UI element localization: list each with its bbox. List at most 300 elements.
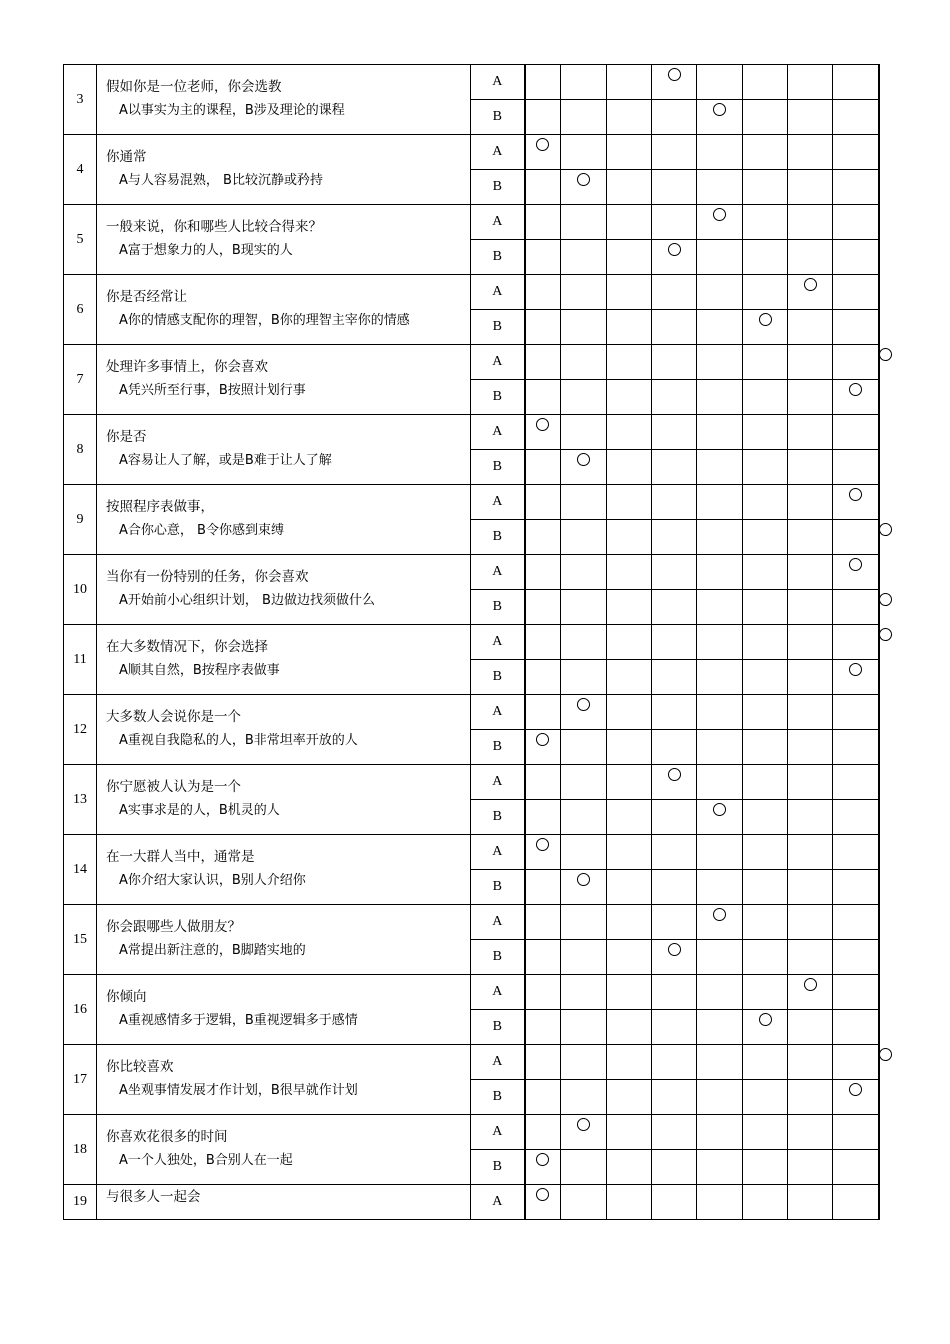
option-a-cell-8[interactable] [833,205,879,240]
option-a-cell-2[interactable] [561,135,607,170]
option-b-cell-8[interactable] [833,940,879,975]
option-b-cell-5[interactable] [697,520,743,555]
option-a-cell-5[interactable] [697,975,743,1010]
option-b-cell-6[interactable] [743,730,788,765]
option-a-cell-8[interactable] [833,695,879,730]
option-a-cell-6[interactable] [743,905,788,940]
option-a-cell-5[interactable] [697,65,743,100]
option-a-cell-7[interactable] [788,1185,833,1220]
option-b-cell-7[interactable] [788,310,833,345]
option-a-cell-1[interactable] [525,345,561,380]
option-b-cell-2[interactable] [561,590,607,625]
option-b-cell-1[interactable] [525,380,561,415]
option-a-cell-6[interactable] [743,975,788,1010]
option-a-cell-4[interactable] [652,1045,697,1080]
circle-mark-icon [849,1083,862,1096]
option-a-cell-5[interactable] [697,415,743,450]
option-b-cell-1[interactable] [525,940,561,975]
option-a-cell-3[interactable] [607,835,652,870]
option-a-cell-6[interactable] [743,1115,788,1150]
option-a-cell-2[interactable] [561,205,607,240]
option-a-cell-2[interactable] [561,765,607,800]
option-b-cell-5[interactable] [697,380,743,415]
circle-mark-icon [879,593,892,606]
option-b-cell-6[interactable] [743,100,788,135]
option-a-cell-2[interactable] [561,1115,607,1150]
option-a-cell-7[interactable] [788,835,833,870]
option-a-cell-4[interactable] [652,135,697,170]
option-b-cell-1[interactable] [525,800,561,835]
option-a-cell-4[interactable] [652,485,697,520]
option-a-cell-8[interactable] [833,975,879,1010]
option-b-cell-7[interactable] [788,590,833,625]
option-a-cell-2[interactable] [561,975,607,1010]
option-a-cell-5[interactable] [697,625,743,660]
option-b-cell-7[interactable] [788,660,833,695]
option-b-cell-4[interactable] [652,660,697,695]
option-b-cell-8[interactable] [833,310,879,345]
option-b-cell-3[interactable] [607,240,652,275]
option-a-cell-6[interactable] [743,625,788,660]
option-b-cell-1[interactable] [525,590,561,625]
option-a-cell-8[interactable] [833,1185,879,1220]
option-a-cell-7[interactable] [788,345,833,380]
option-a-label: A [471,1115,525,1150]
option-a-cell-6[interactable] [743,275,788,310]
option-b-cell-5[interactable] [697,170,743,205]
option-a-cell-6[interactable] [743,1045,788,1080]
option-b-cell-2[interactable] [561,450,607,485]
option-b-cell-3[interactable] [607,520,652,555]
option-b-cell-1[interactable] [525,730,561,765]
option-b-cell-3[interactable] [607,1150,652,1185]
option-b-cell-2[interactable] [561,100,607,135]
option-b-cell-1[interactable] [525,870,561,905]
option-b-cell-7[interactable] [788,240,833,275]
option-b-cell-3[interactable] [607,170,652,205]
option-a-cell-2[interactable] [561,1185,607,1220]
option-a-cell-8[interactable] [833,1045,879,1080]
option-a-cell-1[interactable] [525,835,561,870]
option-a-cell-1[interactable] [525,275,561,310]
option-a-label: A [471,765,525,800]
option-a-cell-4[interactable] [652,415,697,450]
option-a-cell-3[interactable] [607,205,652,240]
option-a-cell-5[interactable] [697,555,743,590]
option-b-cell-6[interactable] [743,1080,788,1115]
option-a-cell-3[interactable] [607,1185,652,1220]
question-cell [97,275,471,345]
option-a-cell-5[interactable] [697,275,743,310]
option-b-cell-4[interactable] [652,940,697,975]
option-a-cell-3[interactable] [607,975,652,1010]
option-a-cell-3[interactable] [607,765,652,800]
option-b-cell-7[interactable] [788,170,833,205]
circle-mark-icon [849,488,862,501]
question-cell [97,1185,471,1220]
option-b-cell-3[interactable] [607,660,652,695]
option-a-cell-2[interactable] [561,345,607,380]
option-b-cell-5[interactable] [697,940,743,975]
option-a-cell-1[interactable] [525,205,561,240]
option-a-cell-1[interactable] [525,1115,561,1150]
option-a-cell-8[interactable] [833,65,879,100]
option-b-cell-6[interactable] [743,240,788,275]
option-b-cell-3[interactable] [607,310,652,345]
option-b-cell-2[interactable] [561,240,607,275]
option-a-cell-7[interactable] [788,1115,833,1150]
questionnaire-table [63,64,880,1220]
option-b-cell-7[interactable] [788,870,833,905]
option-a-cell-6[interactable] [743,65,788,100]
option-b-cell-7[interactable] [788,100,833,135]
option-a-cell-4[interactable] [652,625,697,660]
option-a-cell-2[interactable] [561,65,607,100]
option-b-cell-5[interactable] [697,240,743,275]
option-a-cell-8[interactable] [833,485,879,520]
option-a-cell-7[interactable] [788,695,833,730]
option-b-cell-2[interactable] [561,380,607,415]
option-a-cell-5[interactable] [697,1115,743,1150]
option-a-cell-7[interactable] [788,415,833,450]
option-a-cell-1[interactable] [525,1185,561,1220]
option-b-cell-4[interactable] [652,100,697,135]
option-a-cell-1[interactable] [525,415,561,450]
option-a-cell-8[interactable] [833,905,879,940]
option-b-cell-1[interactable] [525,310,561,345]
option-a-cell-1[interactable] [525,485,561,520]
option-a-cell-1[interactable] [525,695,561,730]
option-b-cell-8[interactable] [833,1080,879,1115]
option-a-label: A [471,835,525,870]
option-b-cell-2[interactable] [561,310,607,345]
option-a-cell-7[interactable] [788,555,833,590]
option-b-cell-4[interactable] [652,520,697,555]
option-a-cell-5[interactable] [697,1185,743,1220]
questionnaire-body [64,65,879,1220]
option-a-cell-3[interactable] [607,695,652,730]
option-b-cell-8[interactable] [833,730,879,765]
circle-mark-icon [879,1048,892,1061]
option-a-cell-2[interactable] [561,905,607,940]
option-a-cell-4[interactable] [652,345,697,380]
option-a-cell-2[interactable] [561,555,607,590]
option-a-cell-3[interactable] [607,1045,652,1080]
option-b-cell-8[interactable] [833,520,879,555]
option-a-cell-1[interactable] [525,905,561,940]
option-a-cell-4[interactable] [652,975,697,1010]
option-b-cell-2[interactable] [561,870,607,905]
option-b-cell-1[interactable] [525,1010,561,1045]
option-b-cell-5[interactable] [697,450,743,485]
option-a-cell-1[interactable] [525,65,561,100]
option-a-cell-3[interactable] [607,415,652,450]
option-b-cell-6[interactable] [743,1150,788,1185]
option-a-cell-3[interactable] [607,135,652,170]
option-b-cell-4[interactable] [652,310,697,345]
option-a-cell-2[interactable] [561,1045,607,1080]
option-b-cell-3[interactable] [607,870,652,905]
option-b-cell-3[interactable] [607,450,652,485]
question-options: A富于想象力的人，B现实的人 [119,243,293,258]
question-options: A实事求是的人，B机灵的人 [119,803,280,818]
option-b-cell-1[interactable] [525,450,561,485]
option-b-cell-5[interactable] [697,730,743,765]
option-b-cell-2[interactable] [561,170,607,205]
option-b-label: B [471,730,525,765]
option-a-cell-5[interactable] [697,205,743,240]
option-a-cell-2[interactable] [561,485,607,520]
option-b-cell-6[interactable] [743,380,788,415]
option-a-cell-4[interactable] [652,275,697,310]
option-a-cell-5[interactable] [697,485,743,520]
option-b-cell-4[interactable] [652,730,697,765]
option-b-cell-7[interactable] [788,450,833,485]
option-b-cell-7[interactable] [788,940,833,975]
option-b-cell-1[interactable] [525,1080,561,1115]
option-a-cell-7[interactable] [788,135,833,170]
option-a-cell-2[interactable] [561,695,607,730]
option-b-cell-7[interactable] [788,800,833,835]
question-options: A常提出新注意的，B脚踏实地的 [119,943,306,958]
option-b-cell-6[interactable] [743,800,788,835]
option-a-cell-6[interactable] [743,485,788,520]
option-a-cell-7[interactable] [788,65,833,100]
option-a-cell-4[interactable] [652,205,697,240]
option-b-cell-5[interactable] [697,660,743,695]
option-a-cell-6[interactable] [743,1185,788,1220]
option-b-cell-2[interactable] [561,660,607,695]
question-number: 11 [64,625,97,695]
table-row [64,1115,879,1150]
option-a-cell-7[interactable] [788,975,833,1010]
option-b-cell-2[interactable] [561,1080,607,1115]
option-b-cell-4[interactable] [652,870,697,905]
option-b-cell-7[interactable] [788,1080,833,1115]
option-a-cell-8[interactable] [833,765,879,800]
option-a-cell-3[interactable] [607,555,652,590]
option-a-cell-3[interactable] [607,905,652,940]
option-b-cell-4[interactable] [652,1150,697,1185]
option-b-cell-3[interactable] [607,380,652,415]
option-a-cell-1[interactable] [525,135,561,170]
option-b-cell-2[interactable] [561,520,607,555]
option-b-label: B [471,800,525,835]
option-b-cell-8[interactable] [833,450,879,485]
option-b-cell-4[interactable] [652,1010,697,1045]
option-a-cell-7[interactable] [788,275,833,310]
option-b-cell-5[interactable] [697,800,743,835]
option-a-cell-8[interactable] [833,835,879,870]
question-number: 9 [64,485,97,555]
option-b-cell-6[interactable] [743,870,788,905]
option-b-cell-6[interactable] [743,660,788,695]
option-a-cell-8[interactable] [833,415,879,450]
option-a-cell-4[interactable] [652,835,697,870]
option-a-cell-4[interactable] [652,555,697,590]
option-a-cell-8[interactable] [833,345,879,380]
option-b-cell-6[interactable] [743,1010,788,1045]
option-a-cell-1[interactable] [525,765,561,800]
option-a-cell-2[interactable] [561,835,607,870]
option-b-cell-4[interactable] [652,450,697,485]
option-b-cell-5[interactable] [697,1150,743,1185]
option-a-cell-6[interactable] [743,345,788,380]
option-a-cell-4[interactable] [652,905,697,940]
option-a-cell-7[interactable] [788,205,833,240]
option-a-cell-5[interactable] [697,765,743,800]
option-b-cell-8[interactable] [833,1150,879,1185]
option-a-cell-5[interactable] [697,135,743,170]
option-b-cell-2[interactable] [561,1010,607,1045]
option-b-cell-5[interactable] [697,590,743,625]
option-b-cell-2[interactable] [561,730,607,765]
option-a-cell-7[interactable] [788,765,833,800]
option-b-cell-3[interactable] [607,1010,652,1045]
option-b-cell-7[interactable] [788,520,833,555]
option-a-label: A [471,1185,525,1220]
option-b-label: B [471,310,525,345]
option-b-cell-8[interactable] [833,380,879,415]
option-b-cell-8[interactable] [833,870,879,905]
option-a-cell-8[interactable] [833,275,879,310]
option-a-cell-6[interactable] [743,765,788,800]
option-b-cell-8[interactable] [833,590,879,625]
option-b-cell-3[interactable] [607,1080,652,1115]
option-a-label: A [471,905,525,940]
option-a-cell-6[interactable] [743,695,788,730]
option-a-cell-2[interactable] [561,275,607,310]
option-b-cell-1[interactable] [525,1150,561,1185]
option-a-cell-8[interactable] [833,135,879,170]
option-a-cell-1[interactable] [525,625,561,660]
option-b-cell-7[interactable] [788,1150,833,1185]
option-b-cell-6[interactable] [743,590,788,625]
option-a-cell-3[interactable] [607,275,652,310]
option-b-cell-5[interactable] [697,1080,743,1115]
option-b-cell-3[interactable] [607,590,652,625]
option-a-cell-2[interactable] [561,625,607,660]
option-b-cell-1[interactable] [525,100,561,135]
option-b-cell-6[interactable] [743,170,788,205]
option-b-cell-2[interactable] [561,1150,607,1185]
option-a-label: A [471,695,525,730]
table-row [64,555,879,590]
option-a-cell-3[interactable] [607,485,652,520]
option-a-cell-6[interactable] [743,135,788,170]
option-b-cell-4[interactable] [652,380,697,415]
option-a-cell-5[interactable] [697,1045,743,1080]
option-b-cell-2[interactable] [561,800,607,835]
option-b-cell-2[interactable] [561,940,607,975]
option-b-cell-7[interactable] [788,380,833,415]
option-b-cell-5[interactable] [697,870,743,905]
option-a-cell-7[interactable] [788,905,833,940]
option-b-cell-1[interactable] [525,240,561,275]
option-a-cell-4[interactable] [652,695,697,730]
option-b-cell-8[interactable] [833,170,879,205]
option-b-cell-1[interactable] [525,520,561,555]
option-a-cell-6[interactable] [743,835,788,870]
question-number: 6 [64,275,97,345]
option-a-cell-6[interactable] [743,415,788,450]
option-b-cell-3[interactable] [607,100,652,135]
option-b-cell-5[interactable] [697,310,743,345]
option-b-cell-8[interactable] [833,240,879,275]
option-b-cell-8[interactable] [833,800,879,835]
option-b-cell-4[interactable] [652,590,697,625]
option-a-cell-4[interactable] [652,1115,697,1150]
table-row [64,345,879,380]
option-a-cell-5[interactable] [697,835,743,870]
option-b-cell-8[interactable] [833,1010,879,1045]
option-a-cell-7[interactable] [788,1045,833,1080]
option-b-cell-7[interactable] [788,730,833,765]
option-b-cell-6[interactable] [743,310,788,345]
option-a-cell-3[interactable] [607,1115,652,1150]
question-cell [97,765,471,835]
option-a-cell-6[interactable] [743,205,788,240]
option-a-cell-4[interactable] [652,765,697,800]
option-a-cell-1[interactable] [525,975,561,1010]
circle-mark-icon [713,208,726,221]
question-options: A重视自我隐私的人，B非常坦率开放的人 [119,733,358,748]
option-b-cell-8[interactable] [833,100,879,135]
option-a-cell-1[interactable] [525,1045,561,1080]
option-a-cell-8[interactable] [833,1115,879,1150]
option-a-cell-3[interactable] [607,65,652,100]
option-b-cell-3[interactable] [607,800,652,835]
option-a-cell-5[interactable] [697,345,743,380]
option-b-cell-7[interactable] [788,1010,833,1045]
option-b-cell-5[interactable] [697,1010,743,1045]
option-a-cell-4[interactable] [652,1185,697,1220]
option-b-cell-5[interactable] [697,100,743,135]
question-options: A你介绍大家认识，B别人介绍你 [119,873,306,888]
option-b-cell-4[interactable] [652,800,697,835]
option-b-cell-6[interactable] [743,450,788,485]
option-b-cell-1[interactable] [525,660,561,695]
option-a-cell-5[interactable] [697,695,743,730]
option-a-cell-3[interactable] [607,345,652,380]
option-b-label: B [471,940,525,975]
option-a-cell-6[interactable] [743,555,788,590]
option-b-cell-6[interactable] [743,940,788,975]
option-b-cell-8[interactable] [833,660,879,695]
option-a-cell-7[interactable] [788,485,833,520]
option-a-cell-8[interactable] [833,555,879,590]
option-b-cell-6[interactable] [743,520,788,555]
option-a-cell-5[interactable] [697,905,743,940]
option-b-cell-4[interactable] [652,1080,697,1115]
circle-mark-icon [536,138,549,151]
option-a-cell-1[interactable] [525,555,561,590]
question-text: 在大多数情况下，你会选择 [106,639,268,655]
table-row [64,695,879,730]
option-a-cell-7[interactable] [788,625,833,660]
option-b-cell-4[interactable] [652,240,697,275]
option-b-cell-4[interactable] [652,170,697,205]
option-a-cell-4[interactable] [652,65,697,100]
option-b-cell-3[interactable] [607,940,652,975]
question-text: 你倾向 [106,989,147,1005]
option-a-cell-3[interactable] [607,625,652,660]
circle-mark-icon [668,68,681,81]
option-a-cell-2[interactable] [561,415,607,450]
option-b-cell-3[interactable] [607,730,652,765]
option-a-cell-8[interactable] [833,625,879,660]
option-b-cell-1[interactable] [525,170,561,205]
